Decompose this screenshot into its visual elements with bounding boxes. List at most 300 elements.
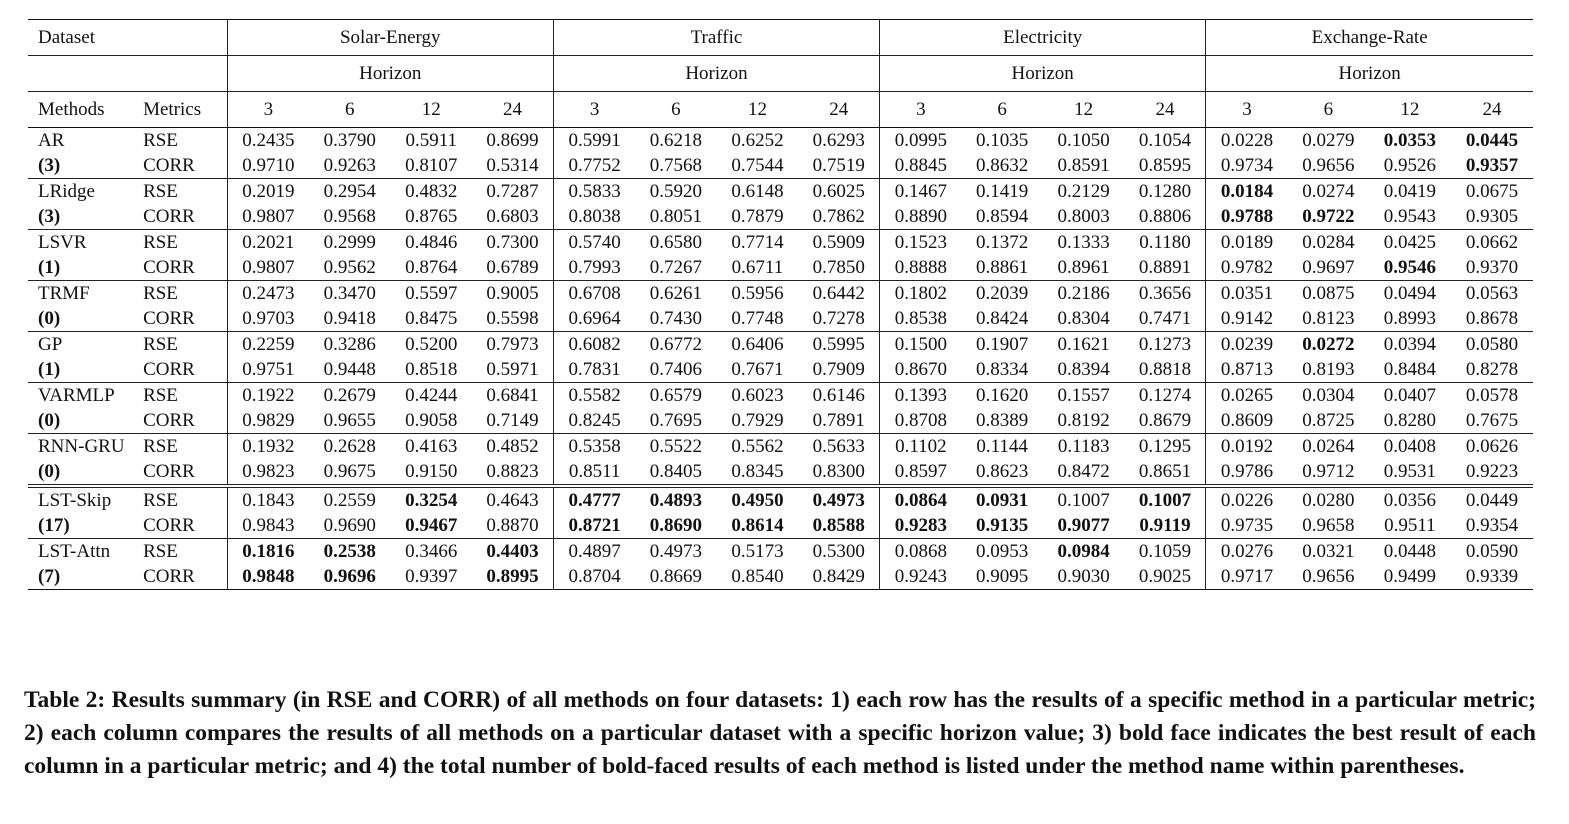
table-row <box>28 281 1533 307</box>
value-cell: 0.9807 <box>227 204 309 230</box>
value-cell: 0.0356 <box>1383 490 1436 511</box>
table-caption: Table 2: Results summary (in RSE and CORR) of all methods on four datasets: 1) each row has the results of a specific method in a particular metric; 2) each column compares the results of all methods on a particular dataset with a specific horizon value; 3) bold face indicates the best result of each column in a particular metric; and 4) the total number of bold-faced results of each method is listed under the method name within parentheses. <box>24 687 1536 779</box>
method-name-lsvr: LSVR <box>38 232 87 253</box>
value-cell: 0.8538 <box>880 306 962 332</box>
table-row <box>28 332 1533 358</box>
value-cell: 0.7519 <box>798 153 879 179</box>
value-cell: 0.0578 <box>1465 385 1519 406</box>
value-cell: 0.3466 <box>405 541 458 562</box>
metric-label: CORR <box>139 153 227 179</box>
value-cell: 0.5920 <box>649 181 703 202</box>
value-cell: 0.2538 <box>323 541 376 562</box>
value-cell: 0.1183 <box>1057 436 1110 457</box>
value-cell: 0.7929 <box>716 408 798 434</box>
value-cell: 0.7300 <box>486 232 539 253</box>
value-cell: 0.1843 <box>227 486 309 513</box>
value-cell: 0.8107 <box>390 153 472 179</box>
value-cell: 0.9703 <box>227 306 309 332</box>
value-cell: 0.4643 <box>486 490 539 511</box>
value-cell: 0.9150 <box>390 459 472 486</box>
value-cell: 0.1802 <box>880 281 962 307</box>
value-cell: 0.1621 <box>1057 334 1110 355</box>
value-cell: 0.2039 <box>976 283 1029 304</box>
value-cell: 0.8429 <box>798 564 879 590</box>
value-cell: 0.8891 <box>1125 255 1206 281</box>
value-cell: 0.9655 <box>309 408 390 434</box>
bold-count-ar: (3) <box>28 153 139 179</box>
value-cell: 0.8961 <box>1043 255 1125 281</box>
horizon-values-row <box>28 92 1533 128</box>
value-cell: 0.8051 <box>635 204 716 230</box>
horizon-value-solar-energy-24: 24 <box>472 92 553 128</box>
horizon-value-exchange-rate-3: 3 <box>1206 92 1288 128</box>
value-cell: 0.5833 <box>553 179 635 205</box>
value-cell: 0.0226 <box>1206 486 1288 513</box>
value-cell: 0.0995 <box>880 128 962 154</box>
value-cell: 0.0984 <box>1057 541 1110 562</box>
horizon-value-electricity-12: 12 <box>1043 92 1125 128</box>
bold-count-lsvr: (1) <box>28 255 139 281</box>
value-cell: 0.9467 <box>390 513 472 539</box>
value-cell: 0.2129 <box>1057 181 1110 202</box>
value-cell: 0.6579 <box>649 385 703 406</box>
bold-count-lst-skip: (17) <box>28 513 139 539</box>
value-cell: 0.4950 <box>731 490 784 511</box>
value-cell: 0.6772 <box>649 334 703 355</box>
value-cell: 0.8678 <box>1451 306 1533 332</box>
value-cell: 0.8540 <box>716 564 798 590</box>
value-cell: 0.9142 <box>1206 306 1288 332</box>
horizon-blank-cell <box>28 56 227 92</box>
value-cell: 0.9722 <box>1288 204 1369 230</box>
table-row <box>28 383 1533 409</box>
table-row <box>28 539 1533 565</box>
value-cell: 0.7909 <box>798 357 879 383</box>
value-cell: 0.7850 <box>798 255 879 281</box>
value-cell: 0.0563 <box>1465 283 1519 304</box>
value-cell: 0.4897 <box>553 539 635 565</box>
value-cell: 0.9543 <box>1369 204 1451 230</box>
metric-label: CORR <box>139 408 227 434</box>
table-row <box>28 204 1533 230</box>
bold-count-lst-attn: (7) <box>28 564 139 590</box>
value-cell: 0.2628 <box>323 436 376 457</box>
value-cell: 0.0407 <box>1383 385 1436 406</box>
value-cell: 0.0272 <box>1302 334 1355 355</box>
value-cell: 0.9751 <box>227 357 309 383</box>
value-cell: 0.9263 <box>309 153 390 179</box>
value-cell: 0.7149 <box>472 408 553 434</box>
value-cell: 0.6023 <box>731 385 784 406</box>
value-cell: 0.5740 <box>553 230 635 256</box>
value-cell: 0.6082 <box>553 332 635 358</box>
method-name-trmf: TRMF <box>38 283 90 304</box>
value-cell: 0.1372 <box>976 232 1029 253</box>
value-cell: 0.8669 <box>635 564 716 590</box>
value-cell: 0.1419 <box>976 181 1029 202</box>
value-cell: 0.0321 <box>1302 541 1355 562</box>
value-cell: 0.4893 <box>649 490 703 511</box>
value-cell: 0.2259 <box>227 332 309 358</box>
metric-label: RSE <box>143 181 178 202</box>
value-cell: 0.9717 <box>1206 564 1288 590</box>
horizon-value-solar-energy-12: 12 <box>390 92 472 128</box>
value-cell: 0.6293 <box>812 130 865 151</box>
bold-count-trmf: (0) <box>28 306 139 332</box>
value-cell: 0.0239 <box>1206 332 1288 358</box>
value-cell: 0.8632 <box>962 153 1043 179</box>
value-cell: 0.9511 <box>1369 513 1451 539</box>
value-cell: 0.9658 <box>1288 513 1369 539</box>
value-cell: 0.8623 <box>962 459 1043 486</box>
value-cell: 0.8511 <box>553 459 635 486</box>
results-table <box>28 19 1533 590</box>
value-cell: 0.4832 <box>405 181 458 202</box>
value-cell: 0.1050 <box>1057 130 1110 151</box>
horizon-value-solar-energy-3: 3 <box>227 92 309 128</box>
value-cell: 0.8699 <box>486 130 539 151</box>
value-cell: 0.2021 <box>227 230 309 256</box>
value-cell: 0.5598 <box>472 306 553 332</box>
value-cell: 0.9448 <box>309 357 390 383</box>
table-row <box>28 128 1533 154</box>
dataset-name-exchange-rate: Exchange-Rate <box>1206 20 1533 56</box>
value-cell: 0.4846 <box>405 232 458 253</box>
value-cell: 0.3470 <box>323 283 376 304</box>
value-cell: 0.8725 <box>1288 408 1369 434</box>
value-cell: 0.8192 <box>1043 408 1125 434</box>
horizon-value-traffic-6: 6 <box>635 92 716 128</box>
value-cell: 0.6841 <box>486 385 539 406</box>
value-cell: 0.6964 <box>553 306 635 332</box>
value-cell: 0.0868 <box>880 539 962 565</box>
value-cell: 0.7406 <box>635 357 716 383</box>
dataset-name-traffic: Traffic <box>553 20 879 56</box>
value-cell: 0.8394 <box>1043 357 1125 383</box>
value-cell: 0.9656 <box>1288 153 1369 179</box>
value-cell: 0.7695 <box>635 408 716 434</box>
value-cell: 0.9656 <box>1288 564 1369 590</box>
value-cell: 0.4244 <box>405 385 458 406</box>
value-cell: 0.7714 <box>731 232 784 253</box>
value-cell: 0.8861 <box>962 255 1043 281</box>
value-cell: 0.6252 <box>731 130 784 151</box>
value-cell: 0.5562 <box>731 436 784 457</box>
value-cell: 0.7752 <box>553 153 635 179</box>
value-cell: 0.1144 <box>976 436 1028 457</box>
value-cell: 0.2186 <box>1057 283 1110 304</box>
horizon-header-row <box>28 56 1533 92</box>
value-cell: 0.1007 <box>1138 490 1192 511</box>
value-cell: 0.4777 <box>553 486 635 513</box>
metric-label: RSE <box>143 232 178 253</box>
value-cell: 0.8594 <box>962 204 1043 230</box>
value-cell: 0.9675 <box>309 459 390 486</box>
value-cell: 0.1523 <box>880 230 962 256</box>
metric-label: CORR <box>139 204 227 230</box>
value-cell: 0.8845 <box>880 153 962 179</box>
value-cell: 0.0184 <box>1206 179 1288 205</box>
table-row <box>28 306 1533 332</box>
value-cell: 0.8764 <box>390 255 472 281</box>
dataset-label: Dataset <box>28 20 227 56</box>
value-cell: 0.0662 <box>1465 232 1519 253</box>
value-cell: 0.0580 <box>1465 334 1519 355</box>
value-cell: 0.8278 <box>1451 357 1533 383</box>
table-row <box>28 153 1533 179</box>
value-cell: 0.1500 <box>880 332 962 358</box>
horizon-value-traffic-24: 24 <box>798 92 879 128</box>
value-cell: 0.9025 <box>1125 564 1206 590</box>
value-cell: 0.9735 <box>1206 513 1288 539</box>
value-cell: 0.5911 <box>405 130 458 151</box>
value-cell: 0.0494 <box>1383 283 1436 304</box>
value-cell: 0.9223 <box>1451 459 1533 486</box>
value-cell: 0.1280 <box>1138 181 1192 202</box>
value-cell: 0.5358 <box>553 434 635 460</box>
value-cell: 0.9690 <box>309 513 390 539</box>
value-cell: 0.8518 <box>390 357 472 383</box>
dataset-name-solar-energy: Solar-Energy <box>227 20 553 56</box>
value-cell: 0.1273 <box>1138 334 1192 355</box>
value-cell: 0.1035 <box>976 130 1029 151</box>
value-cell: 0.5971 <box>472 357 553 383</box>
value-cell: 0.8405 <box>635 459 716 486</box>
value-cell: 0.0931 <box>976 490 1029 511</box>
value-cell: 0.8823 <box>472 459 553 486</box>
value-cell: 0.1007 <box>1057 490 1110 511</box>
value-cell: 0.6711 <box>716 255 798 281</box>
value-cell: 0.5300 <box>812 541 865 562</box>
value-cell: 0.7862 <box>798 204 879 230</box>
value-cell: 0.8038 <box>553 204 635 230</box>
table-row <box>28 486 1533 513</box>
value-cell: 0.1922 <box>227 383 309 409</box>
value-cell: 0.8245 <box>553 408 635 434</box>
method-name-ar: AR <box>38 130 65 151</box>
value-cell: 0.0953 <box>976 541 1029 562</box>
value-cell: 0.0875 <box>1302 283 1355 304</box>
method-name-lridge: LRidge <box>38 181 95 202</box>
value-cell: 0.0284 <box>1302 232 1355 253</box>
value-cell: 0.8651 <box>1125 459 1206 486</box>
value-cell: 0.0408 <box>1383 436 1436 457</box>
value-cell: 0.5173 <box>731 541 784 562</box>
metric-label: RSE <box>143 436 178 457</box>
value-cell: 0.7748 <box>716 306 798 332</box>
horizon-value-electricity-3: 3 <box>880 92 962 128</box>
table-row <box>28 513 1533 539</box>
value-cell: 0.8475 <box>390 306 472 332</box>
value-cell: 0.8003 <box>1043 204 1125 230</box>
value-cell: 0.0394 <box>1383 334 1436 355</box>
value-cell: 0.3656 <box>1138 283 1192 304</box>
value-cell: 0.4403 <box>486 541 539 562</box>
value-cell: 0.9531 <box>1369 459 1451 486</box>
dataset-name-electricity: Electricity <box>880 20 1206 56</box>
value-cell: 0.9030 <box>1043 564 1125 590</box>
value-cell: 0.9058 <box>390 408 472 434</box>
value-cell: 0.0279 <box>1302 130 1355 151</box>
value-cell: 0.0864 <box>880 486 962 513</box>
value-cell: 0.7430 <box>635 306 716 332</box>
value-cell: 0.8484 <box>1369 357 1451 383</box>
value-cell: 0.1467 <box>880 179 962 205</box>
value-cell: 0.8280 <box>1369 408 1451 434</box>
horizon-value-exchange-rate-6: 6 <box>1288 92 1369 128</box>
value-cell: 0.9418 <box>309 306 390 332</box>
value-cell: 0.4163 <box>405 436 458 457</box>
value-cell: 0.5956 <box>731 283 784 304</box>
table-row <box>28 255 1533 281</box>
value-cell: 0.7891 <box>798 408 879 434</box>
value-cell: 0.4973 <box>649 541 703 562</box>
methods-label: Methods <box>28 92 139 128</box>
bold-count-lridge: (3) <box>28 204 139 230</box>
value-cell: 0.9354 <box>1451 513 1533 539</box>
value-cell: 0.5582 <box>553 383 635 409</box>
value-cell: 0.2473 <box>227 281 309 307</box>
value-cell: 0.9782 <box>1206 255 1288 281</box>
metric-label: CORR <box>139 459 227 486</box>
value-cell: 0.9283 <box>880 513 962 539</box>
value-cell: 0.5314 <box>472 153 553 179</box>
value-cell: 0.2019 <box>227 179 309 205</box>
metrics-label: Metrics <box>139 92 227 128</box>
value-cell: 0.8713 <box>1206 357 1288 383</box>
horizon-label-exchange-rate: Horizon <box>1206 56 1533 92</box>
value-cell: 0.8704 <box>553 564 635 590</box>
value-cell: 0.2679 <box>323 385 376 406</box>
value-cell: 0.8721 <box>553 513 635 539</box>
value-cell: 0.9829 <box>227 408 309 434</box>
value-cell: 0.0276 <box>1206 539 1288 565</box>
value-cell: 0.0265 <box>1206 383 1288 409</box>
value-cell: 0.0192 <box>1206 434 1288 460</box>
value-cell: 0.9305 <box>1451 204 1533 230</box>
value-cell: 0.6442 <box>812 283 865 304</box>
value-cell: 0.2954 <box>323 181 376 202</box>
value-cell: 0.7671 <box>716 357 798 383</box>
value-cell: 0.7568 <box>635 153 716 179</box>
value-cell: 0.5909 <box>812 232 865 253</box>
value-cell: 0.8609 <box>1206 408 1288 434</box>
method-name-lst-skip: LST-Skip <box>38 490 112 511</box>
method-name-varmlp: VARMLP <box>38 385 115 406</box>
value-cell: 0.3790 <box>323 130 376 151</box>
value-cell: 0.9562 <box>309 255 390 281</box>
value-cell: 0.5522 <box>649 436 703 457</box>
horizon-value-exchange-rate-12: 12 <box>1369 92 1451 128</box>
value-cell: 0.6580 <box>649 232 703 253</box>
value-cell: 0.9526 <box>1369 153 1451 179</box>
value-cell: 0.8690 <box>635 513 716 539</box>
value-cell: 0.0351 <box>1206 281 1288 307</box>
value-cell: 0.8614 <box>716 513 798 539</box>
value-cell: 0.8300 <box>798 459 879 486</box>
value-cell: 0.6261 <box>649 283 703 304</box>
value-cell: 0.0590 <box>1465 541 1519 562</box>
metric-label: CORR <box>139 513 227 539</box>
horizon-value-electricity-24: 24 <box>1125 92 1206 128</box>
value-cell: 0.9546 <box>1369 255 1451 281</box>
value-cell: 0.9499 <box>1369 564 1451 590</box>
value-cell: 0.4973 <box>812 490 865 511</box>
value-cell: 0.9095 <box>962 564 1043 590</box>
value-cell: 0.6148 <box>731 181 784 202</box>
method-name-rnn-gru: RNN-GRU <box>38 436 125 457</box>
table-row <box>28 357 1533 383</box>
value-cell: 0.8993 <box>1369 306 1451 332</box>
metric-label: RSE <box>143 541 178 562</box>
value-cell: 0.9243 <box>880 564 962 590</box>
value-cell: 0.8591 <box>1043 153 1125 179</box>
value-cell: 0.0274 <box>1302 181 1355 202</box>
value-cell: 0.1932 <box>227 434 309 460</box>
value-cell: 0.9712 <box>1288 459 1369 486</box>
horizon-label-solar-energy: Horizon <box>227 56 553 92</box>
value-cell: 0.8472 <box>1043 459 1125 486</box>
value-cell: 0.0449 <box>1465 490 1519 511</box>
value-cell: 0.8389 <box>962 408 1043 434</box>
value-cell: 0.9710 <box>227 153 309 179</box>
value-cell: 0.8806 <box>1125 204 1206 230</box>
value-cell: 0.1620 <box>976 385 1029 406</box>
value-cell: 0.8765 <box>390 204 472 230</box>
value-cell: 0.9848 <box>227 564 309 590</box>
value-cell: 0.8995 <box>472 564 553 590</box>
value-cell: 0.9788 <box>1206 204 1288 230</box>
value-cell: 0.9807 <box>227 255 309 281</box>
value-cell: 0.0675 <box>1465 181 1519 202</box>
value-cell: 0.9734 <box>1206 153 1288 179</box>
value-cell: 0.8597 <box>880 459 962 486</box>
method-name-lst-attn: LST-Attn <box>38 541 111 562</box>
value-cell: 0.9005 <box>486 283 539 304</box>
metric-label: CORR <box>139 564 227 590</box>
value-cell: 0.6708 <box>553 281 635 307</box>
value-cell: 0.9370 <box>1451 255 1533 281</box>
table-row <box>28 230 1533 256</box>
value-cell: 0.3254 <box>405 490 458 511</box>
value-cell: 0.0626 <box>1465 436 1519 457</box>
value-cell: 0.0425 <box>1383 232 1436 253</box>
value-cell: 0.0353 <box>1383 130 1436 151</box>
metric-label: RSE <box>143 490 178 511</box>
bold-count-varmlp: (0) <box>28 408 139 434</box>
value-cell: 0.6146 <box>812 385 865 406</box>
value-cell: 0.8345 <box>716 459 798 486</box>
metric-label: CORR <box>139 255 227 281</box>
value-cell: 0.9843 <box>227 513 309 539</box>
value-cell: 0.7471 <box>1125 306 1206 332</box>
value-cell: 0.1054 <box>1138 130 1192 151</box>
value-cell: 0.0280 <box>1302 490 1355 511</box>
value-cell: 0.3286 <box>323 334 376 355</box>
value-cell: 0.8890 <box>880 204 962 230</box>
value-cell: 0.7879 <box>716 204 798 230</box>
table-row <box>28 564 1533 590</box>
value-cell: 0.0445 <box>1465 130 1519 151</box>
value-cell: 0.6803 <box>472 204 553 230</box>
value-cell: 0.4852 <box>486 436 539 457</box>
value-cell: 0.5991 <box>553 128 635 154</box>
value-cell: 0.1333 <box>1057 232 1110 253</box>
metric-label: RSE <box>143 385 178 406</box>
table-row <box>28 434 1533 460</box>
value-cell: 0.7831 <box>553 357 635 383</box>
metric-label: CORR <box>139 306 227 332</box>
